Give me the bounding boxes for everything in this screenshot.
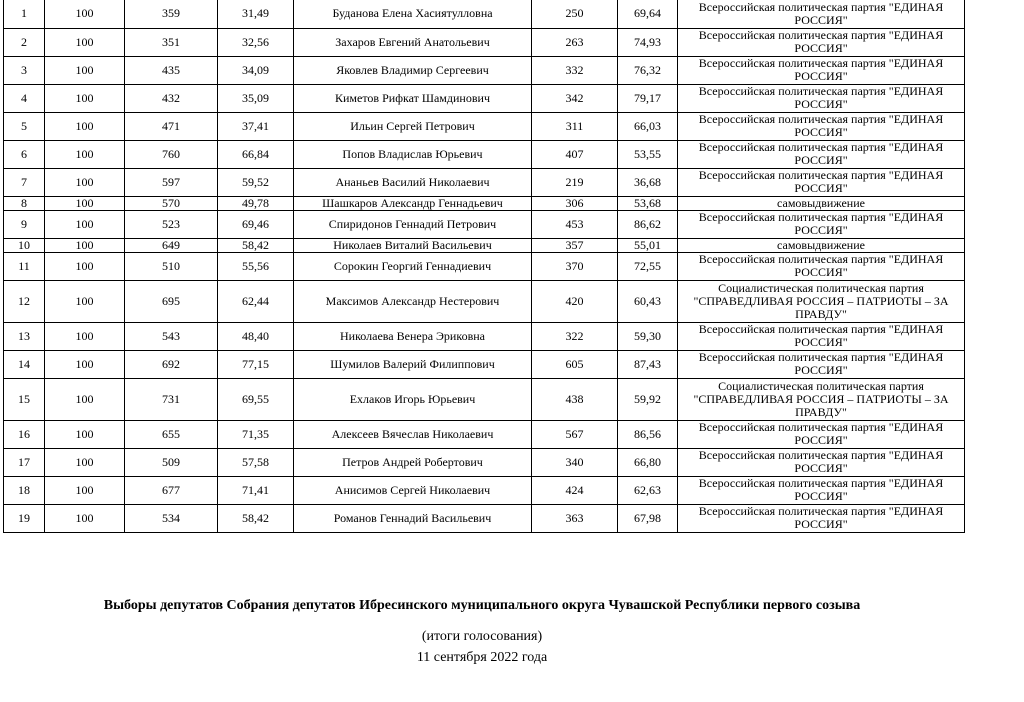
party-name: Всероссийская политическая партия "ЕДИНАЯ РОССИЯ" (678, 0, 965, 28)
candidate-name: Захаров Евгений Анатольевич (294, 28, 532, 56)
column-7-value: 62,63 (618, 476, 678, 504)
column-4-value: 66,84 (218, 140, 294, 168)
row-number: 11 (4, 252, 45, 280)
row-number: 4 (4, 84, 45, 112)
candidate-name: Спиридонов Геннадий Петрович (294, 210, 532, 238)
column-7-value: 59,92 (618, 378, 678, 420)
column-2-value: 100 (45, 56, 125, 84)
column-4-value: 34,09 (218, 56, 294, 84)
column-2-value: 100 (45, 28, 125, 56)
row-number: 14 (4, 350, 45, 378)
candidate-name: Попов Владислав Юрьевич (294, 140, 532, 168)
column-4-value: 71,41 (218, 476, 294, 504)
row-number: 13 (4, 322, 45, 350)
candidate-name: Шашкаров Александр Геннадьевич (294, 196, 532, 210)
candidate-name: Николаев Виталий Васильевич (294, 238, 532, 252)
candidate-name: Яковлев Владимир Сергеевич (294, 56, 532, 84)
column-4-value: 57,58 (218, 448, 294, 476)
candidate-name: Сорокин Георгий Геннадиевич (294, 252, 532, 280)
table-row (4, 504, 965, 532)
column-6-value: 219 (532, 168, 618, 196)
table-row (4, 196, 965, 210)
column-3-value: 692 (125, 350, 218, 378)
column-6-value: 306 (532, 196, 618, 210)
candidate-name: Буданова Елена Хасиятулловна (294, 0, 532, 28)
column-4-value: 62,44 (218, 280, 294, 322)
column-3-value: 649 (125, 238, 218, 252)
candidate-name: Киметов Рифкат Шамдинович (294, 84, 532, 112)
column-2-value: 100 (45, 504, 125, 532)
column-6-value: 567 (532, 420, 618, 448)
column-2-value: 100 (45, 322, 125, 350)
table-row (4, 210, 965, 238)
column-6-value: 332 (532, 56, 618, 84)
column-2-value: 100 (45, 140, 125, 168)
row-number: 15 (4, 378, 45, 420)
column-7-value: 69,64 (618, 0, 678, 28)
row-number: 16 (4, 420, 45, 448)
column-4-value: 58,42 (218, 238, 294, 252)
column-3-value: 509 (125, 448, 218, 476)
column-2-value: 100 (45, 210, 125, 238)
column-7-value: 53,55 (618, 140, 678, 168)
column-4-value: 55,56 (218, 252, 294, 280)
candidate-name: Ильин Сергей Петрович (294, 112, 532, 140)
document-subtitle: (итоги голосования) (421, 629, 543, 644)
column-3-value: 471 (125, 112, 218, 140)
party-name: самовыдвижение (678, 196, 965, 210)
results-table-body (4, 0, 965, 532)
column-2-value: 100 (45, 350, 125, 378)
column-3-value: 359 (125, 0, 218, 28)
candidate-name: Ананьев Василий Николаевич (294, 168, 532, 196)
column-6-value: 322 (532, 322, 618, 350)
party-name: Всероссийская политическая партия "ЕДИНАЯ РОССИЯ" (678, 322, 965, 350)
column-7-value: 67,98 (618, 504, 678, 532)
table-row (4, 378, 965, 420)
candidate-name: Романов Геннадий Васильевич (294, 504, 532, 532)
column-3-value: 655 (125, 420, 218, 448)
row-number: 7 (4, 168, 45, 196)
column-4-value: 48,40 (218, 322, 294, 350)
column-6-value: 420 (532, 280, 618, 322)
party-name: Всероссийская политическая партия "ЕДИНАЯ РОССИЯ" (678, 28, 965, 56)
column-6-value: 438 (532, 378, 618, 420)
column-3-value: 543 (125, 322, 218, 350)
row-number: 9 (4, 210, 45, 238)
column-2-value: 100 (45, 238, 125, 252)
column-2-value: 100 (45, 196, 125, 210)
table-row (4, 0, 965, 28)
table-row (4, 56, 965, 84)
column-4-value: 49,78 (218, 196, 294, 210)
column-3-value: 731 (125, 378, 218, 420)
column-4-value: 58,42 (218, 504, 294, 532)
document-date: 11 сентября 2022 года (416, 650, 548, 665)
column-3-value: 510 (125, 252, 218, 280)
column-4-value: 59,52 (218, 168, 294, 196)
column-7-value: 59,30 (618, 322, 678, 350)
row-number: 6 (4, 140, 45, 168)
column-2-value: 100 (45, 280, 125, 322)
column-6-value: 263 (532, 28, 618, 56)
candidate-name: Алексеев Вячеслав Николаевич (294, 420, 532, 448)
document-heading: Выборы депутатов Собрания депутатов Ибресинского муниципального округа Чувашской Республики первого созыва (103, 598, 861, 613)
column-3-value: 351 (125, 28, 218, 56)
column-2-value: 100 (45, 84, 125, 112)
party-name: Всероссийская политическая партия "ЕДИНАЯ РОССИЯ" (678, 210, 965, 238)
row-number: 17 (4, 448, 45, 476)
column-6-value: 250 (532, 0, 618, 28)
row-number: 8 (4, 196, 45, 210)
column-6-value: 407 (532, 140, 618, 168)
candidate-name: Николаева Венера Эриковна (294, 322, 532, 350)
column-3-value: 523 (125, 210, 218, 238)
party-name: Всероссийская политическая партия "ЕДИНАЯ РОССИЯ" (678, 448, 965, 476)
party-name: Всероссийская политическая партия "ЕДИНАЯ РОССИЯ" (678, 168, 965, 196)
table-row (4, 168, 965, 196)
party-name: Всероссийская политическая партия "ЕДИНАЯ РОССИЯ" (678, 420, 965, 448)
column-6-value: 340 (532, 448, 618, 476)
column-6-value: 605 (532, 350, 618, 378)
column-7-value: 76,32 (618, 56, 678, 84)
column-2-value: 100 (45, 112, 125, 140)
column-7-value: 72,55 (618, 252, 678, 280)
table-row (4, 476, 965, 504)
column-4-value: 71,35 (218, 420, 294, 448)
column-7-value: 66,03 (618, 112, 678, 140)
row-number: 10 (4, 238, 45, 252)
table-row (4, 28, 965, 56)
column-6-value: 311 (532, 112, 618, 140)
column-6-value: 357 (532, 238, 618, 252)
column-7-value: 36,68 (618, 168, 678, 196)
party-name: Всероссийская политическая партия "ЕДИНАЯ РОССИЯ" (678, 504, 965, 532)
table-row (4, 280, 965, 322)
row-number: 18 (4, 476, 45, 504)
party-name: Всероссийская политическая партия "ЕДИНАЯ РОССИЯ" (678, 350, 965, 378)
column-2-value: 100 (45, 420, 125, 448)
table-row (4, 140, 965, 168)
column-7-value: 74,93 (618, 28, 678, 56)
row-number: 3 (4, 56, 45, 84)
column-3-value: 677 (125, 476, 218, 504)
party-name: Социалистическая политическая партия "СПРАВЕДЛИВАЯ РОССИЯ – ПАТРИОТЫ – ЗА ПРАВДУ" (678, 378, 965, 420)
column-4-value: 77,15 (218, 350, 294, 378)
table-row (4, 420, 965, 448)
column-3-value: 570 (125, 196, 218, 210)
party-name: Всероссийская политическая партия "ЕДИНАЯ РОССИЯ" (678, 140, 965, 168)
column-2-value: 100 (45, 378, 125, 420)
party-name: Социалистическая политическая партия "СПРАВЕДЛИВАЯ РОССИЯ – ПАТРИОТЫ – ЗА ПРАВДУ" (678, 280, 965, 322)
column-2-value: 100 (45, 252, 125, 280)
column-6-value: 370 (532, 252, 618, 280)
party-name: Всероссийская политическая партия "ЕДИНАЯ РОССИЯ" (678, 476, 965, 504)
column-4-value: 32,56 (218, 28, 294, 56)
column-7-value: 86,62 (618, 210, 678, 238)
column-4-value: 35,09 (218, 84, 294, 112)
party-name: Всероссийская политическая партия "ЕДИНАЯ РОССИЯ" (678, 56, 965, 84)
column-3-value: 597 (125, 168, 218, 196)
table-row (4, 84, 965, 112)
results-table (3, 0, 965, 533)
row-number: 1 (4, 0, 45, 28)
party-name: самовыдвижение (678, 238, 965, 252)
column-2-value: 100 (45, 448, 125, 476)
column-7-value: 86,56 (618, 420, 678, 448)
column-7-value: 66,80 (618, 448, 678, 476)
column-4-value: 37,41 (218, 112, 294, 140)
column-6-value: 363 (532, 504, 618, 532)
column-7-value: 87,43 (618, 350, 678, 378)
column-7-value: 60,43 (618, 280, 678, 322)
column-4-value: 69,55 (218, 378, 294, 420)
column-7-value: 53,68 (618, 196, 678, 210)
candidate-name: Анисимов Сергей Николаевич (294, 476, 532, 504)
column-6-value: 342 (532, 84, 618, 112)
party-name: Всероссийская политическая партия "ЕДИНАЯ РОССИЯ" (678, 84, 965, 112)
column-3-value: 432 (125, 84, 218, 112)
column-6-value: 453 (532, 210, 618, 238)
column-6-value: 424 (532, 476, 618, 504)
table-row (4, 252, 965, 280)
table-row (4, 112, 965, 140)
party-name: Всероссийская политическая партия "ЕДИНАЯ РОССИЯ" (678, 252, 965, 280)
candidate-name: Максимов Александр Нестерович (294, 280, 532, 322)
column-7-value: 55,01 (618, 238, 678, 252)
row-number: 19 (4, 504, 45, 532)
party-name: Всероссийская политическая партия "ЕДИНАЯ РОССИЯ" (678, 112, 965, 140)
column-3-value: 534 (125, 504, 218, 532)
column-2-value: 100 (45, 476, 125, 504)
row-number: 5 (4, 112, 45, 140)
table-row (4, 322, 965, 350)
column-7-value: 79,17 (618, 84, 678, 112)
row-number: 2 (4, 28, 45, 56)
table-row (4, 448, 965, 476)
column-3-value: 760 (125, 140, 218, 168)
column-2-value: 100 (45, 0, 125, 28)
table-row (4, 350, 965, 378)
column-4-value: 69,46 (218, 210, 294, 238)
candidate-name: Ехлаков Игорь Юрьевич (294, 378, 532, 420)
table-row (4, 238, 965, 252)
row-number: 12 (4, 280, 45, 322)
column-4-value: 31,49 (218, 0, 294, 28)
candidate-name: Шумилов Валерий Филиппович (294, 350, 532, 378)
column-3-value: 435 (125, 56, 218, 84)
column-2-value: 100 (45, 168, 125, 196)
candidate-name: Петров Андрей Робертович (294, 448, 532, 476)
column-3-value: 695 (125, 280, 218, 322)
